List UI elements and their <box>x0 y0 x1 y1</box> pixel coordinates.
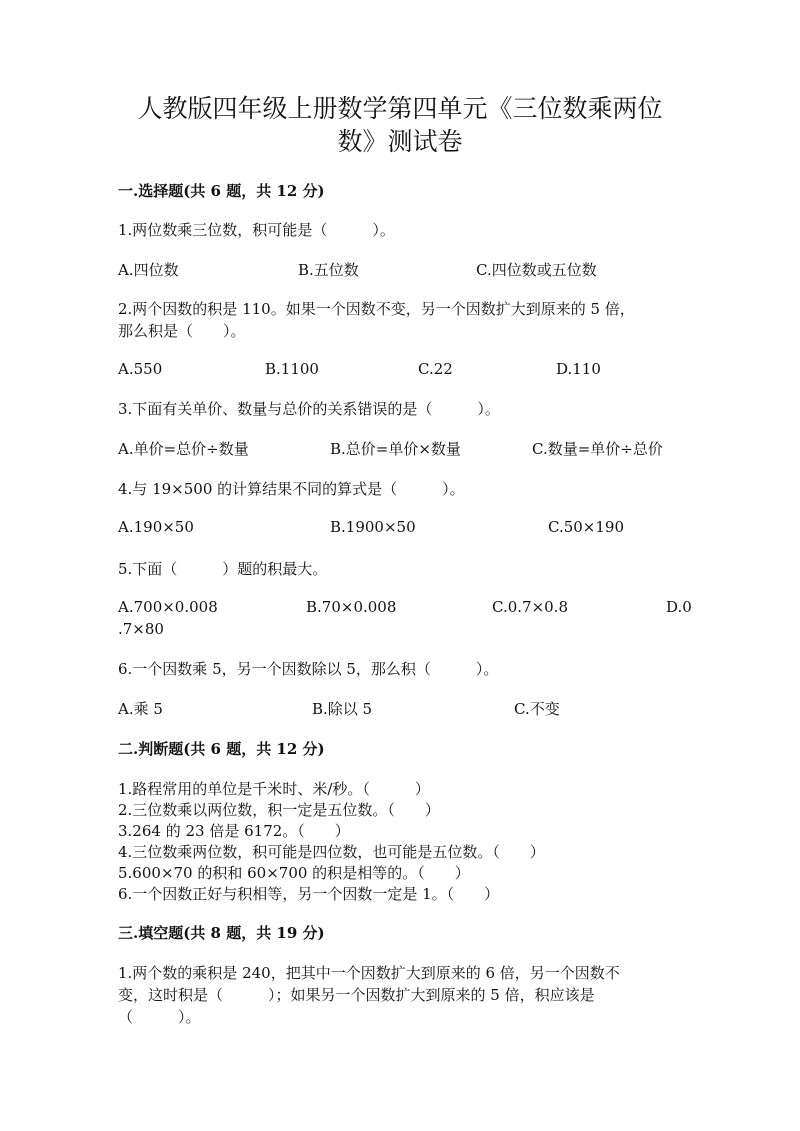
question-text: 1.两位数乘三位数，积可能是（ ）。 <box>118 221 395 239</box>
option-a: A.四位数 <box>118 261 179 279</box>
question-text-cont: 那么积是（ ）。 <box>118 322 246 340</box>
question-text: 5.下面（ ）题的积最大。 <box>118 560 328 578</box>
title-line-1: 人教版四年级上册数学第四单元《三位数乘两位 <box>137 94 663 123</box>
fill-question-text-cont: （ ）。 <box>118 1008 201 1026</box>
option-b: B.总价=单价×数量 <box>330 440 461 458</box>
option-d: D.0 <box>666 598 692 616</box>
question-text: 6.一个因数乘 5，另一个因数除以 5，那么积（ ）。 <box>118 660 499 678</box>
judge-item: 2.三位数乘以两位数，积一定是五位数。（ ） <box>118 801 440 819</box>
judge-item: 1.路程常用的单位是千米时、米/秒。（ ） <box>118 780 430 798</box>
judge-item: 3.264 的 23 倍是 6172。（ ） <box>118 822 350 840</box>
judge-item: 6.一个因数正好与积相等，另一个因数一定是 1。（ ） <box>118 885 500 903</box>
option-d-wrap: .7×80 <box>118 620 164 638</box>
option-c: C.不变 <box>514 700 560 718</box>
option-c: C.50×190 <box>548 518 624 536</box>
option-c: C.数量=单价÷总价 <box>532 440 663 458</box>
option-b: B.除以 5 <box>312 700 373 718</box>
option-b: B.1900×50 <box>330 518 416 536</box>
option-a: A.190×50 <box>118 518 194 536</box>
judge-item: 5.600×70 的积和 60×700 的积是相等的。（ ） <box>118 864 470 882</box>
option-c: C.0.7×0.8 <box>492 598 568 616</box>
fill-question-text: 1.两个数的乘积是 240，把其中一个因数扩大到原来的 6 倍，另一个因数不 <box>118 964 620 982</box>
option-a: A.乘 5 <box>118 700 163 718</box>
question-text: 4.与 19×500 的计算结果不同的算式是（ ）。 <box>118 480 465 498</box>
page-title <box>100 92 700 158</box>
option-b: B.五位数 <box>298 261 359 279</box>
option-d: D.110 <box>556 360 601 378</box>
section-heading-fill: 三.填空题(共 8 题，共 19 分) <box>118 924 325 942</box>
section-heading-judge: 二.判断题(共 6 题，共 12 分) <box>118 740 325 758</box>
option-b: B.1100 <box>265 360 319 378</box>
option-a: A.单价=总价÷数量 <box>118 440 249 458</box>
question-text: 3.下面有关单价、数量与总价的关系错误的是（ ）。 <box>118 400 500 418</box>
judge-item: 4.三位数乘两位数，积可能是四位数，也可能是五位数。（ ） <box>118 843 545 861</box>
fill-question-text-cont: 变，这时积是（ ）；如果另一个因数扩大到原来的 5 倍，积应该是 <box>118 986 595 1004</box>
option-a: A.700×0.008 <box>118 598 218 616</box>
option-a: A.550 <box>118 360 163 378</box>
option-b: B.70×0.008 <box>306 598 397 616</box>
question-text: 2.两个因数的积是 110。如果一个因数不变，另一个因数扩大到原来的 5 倍， <box>118 300 635 318</box>
title-line-2: 数》测试卷 <box>337 127 463 156</box>
section-heading-choice: 一.选择题(共 6 题，共 12 分) <box>118 182 325 200</box>
option-c: C.四位数或五位数 <box>476 261 597 279</box>
option-c: C.22 <box>418 360 453 378</box>
